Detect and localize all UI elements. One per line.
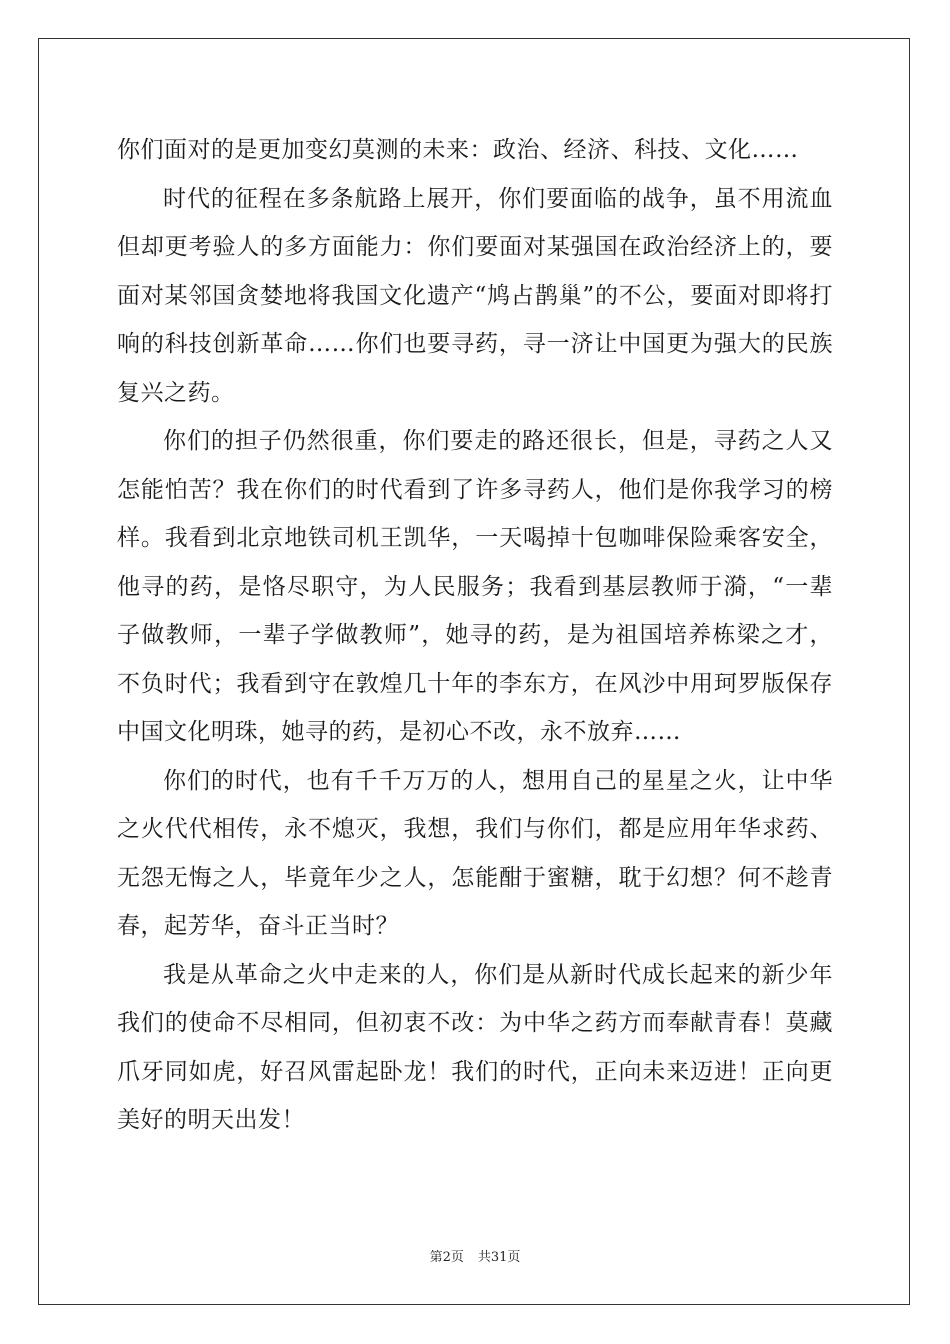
page-footer <box>0 1246 950 1265</box>
paragraph: 你们的时代，也有千千万万的人，想用自己的星星之火，让中华之火代代相传，永不熄灭，我想，我们与你们，都是应用年华求药、无怨无悔之人，毕竟年少之人，怎能酣于蜜糖，耽于幻想？何不趁青春，起芳华，奋斗正当时？ <box>117 767 833 939</box>
page-number: 第2页 <box>429 1250 464 1265</box>
paragraph: 你们的担子仍然很重，你们要走的路还很长，但是，寻药之人又怎能怕苦？我在你们的时代看到了许多寻药人，他们是你我学习的榜样。我看到北京地铁司机王凯华，一天喝掉十包咖啡保险乘客安全，他寻的药，是恪尽职守，为人民服务；我看到基层教师于漪，“一辈子做教师，一辈子学做教师”，她寻的药，是为祖国培养栋梁之才，不负时代；我看到守在敦煌几十年的李东方，在风沙中用珂罗版保存中国文化明珠，她寻的药，是初心不改，永不放弃…… <box>117 428 833 745</box>
paragraph: 我是从革命之火中走来的人，你们是从新时代成长起来的新少年我们的使命不尽相同，但初衷不改：为中华之药方而奉献青春！莫藏爪牙同如虎，好召风雷起卧龙！我们的时代，正向未来迈进！正向更美好的明天出发！ <box>117 961 833 1133</box>
paragraph: 你们面对的是更加变幻莫测的未来：政治、经济、科技、文化…… <box>117 137 799 163</box>
document-body <box>117 126 833 1145</box>
paragraph: 时代的征程在多条航路上展开，你们要面临的战争，虽不用流血但却更考验人的多方面能力：你们要面对某强国在政治经济上的，要面对某邻国贪婪地将我国文化遗产“鸠占鹊巢”的不公，要面对即将打响的科技创新革命……你们也要寻药，寻一济让中国更为强大的民族复兴之药。 <box>117 185 833 406</box>
page-total: 共31页 <box>477 1250 521 1265</box>
